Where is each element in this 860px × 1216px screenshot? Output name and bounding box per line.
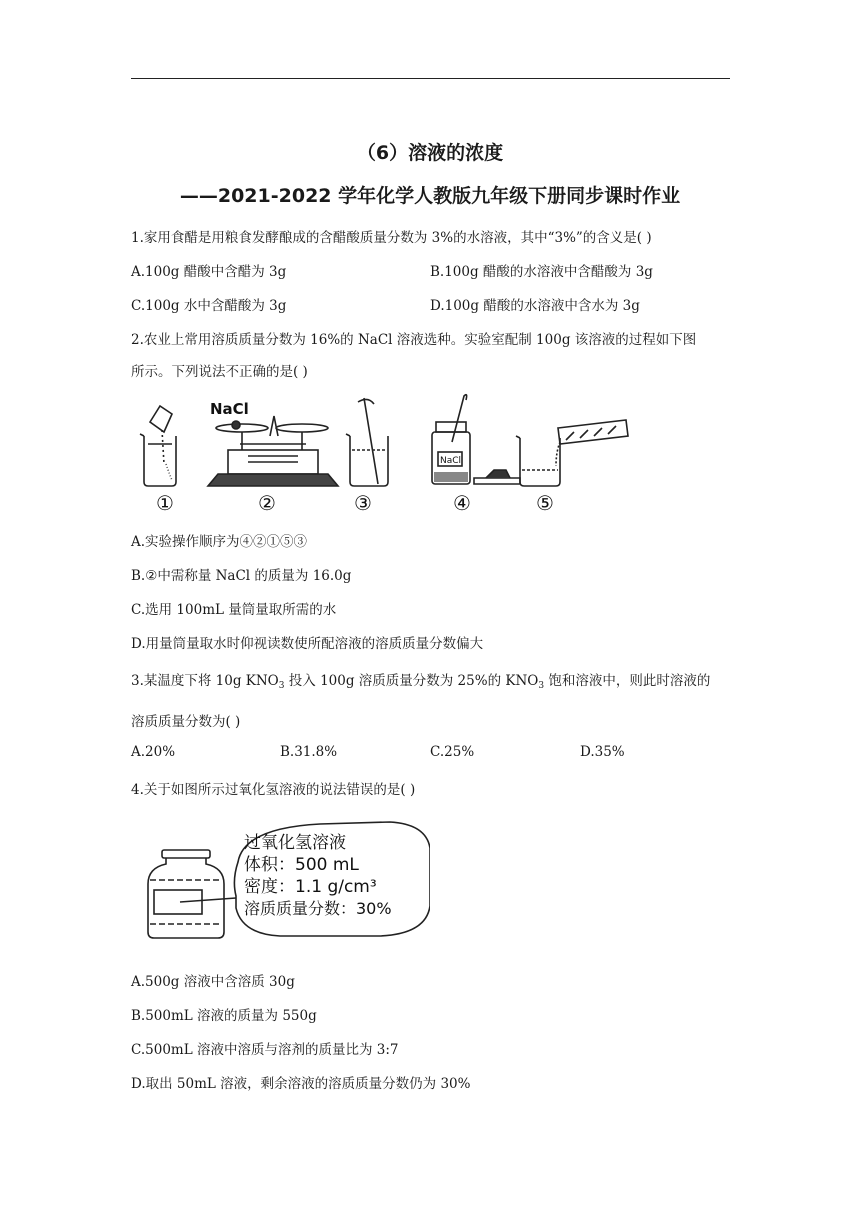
beaker-pouring-solid-icon xyxy=(140,406,176,486)
beaker-stirring-icon xyxy=(346,398,388,486)
header-rule xyxy=(131,78,730,79)
q4-option-b[interactable]: B.500mL 溶液的质量为 550g xyxy=(131,1008,317,1024)
q1-stem: 1.家用食醋是用粮食发酵酿成的含醋酸质量分数为 3%的水溶液，其中“3%”的含义是( ) xyxy=(131,230,652,246)
q2-option-a[interactable]: A.实验操作顺序为④②①⑤③ xyxy=(131,534,308,550)
q4-option-d[interactable]: D.取出 50mL 溶液，剩余溶液的溶质质量分数仍为 30% xyxy=(131,1076,471,1092)
q2-option-c[interactable]: C.选用 100mL 量筒量取所需的水 xyxy=(131,602,337,618)
q2-option-b[interactable]: B.②中需称量 NaCl 的质量为 16.0g xyxy=(131,568,352,584)
step-label-3: ③ xyxy=(354,491,372,515)
q4-option-a[interactable]: A.500g 溶液中含溶质 30g xyxy=(131,974,295,990)
reagent-jar-icon xyxy=(432,395,520,484)
q4-option-c[interactable]: C.500mL 溶液中溶质与溶剂的质量比为 3:7 xyxy=(131,1042,399,1058)
q2-stem-line2: 所示。下列说法不正确的是( ) xyxy=(131,364,308,380)
label-name: 过氧化氢溶液 xyxy=(244,833,346,853)
page-title: （6）溶液的浓度 xyxy=(356,142,504,164)
q1-option-b[interactable]: B.100g 醋酸的水溶液中含醋酸为 3g xyxy=(430,264,653,280)
step-label-1: ① xyxy=(156,491,174,515)
q1-option-c[interactable]: C.100g 水中含醋酸为 3g xyxy=(131,298,287,314)
q3-stem-line2: 溶质质量分数为( ) xyxy=(131,714,241,730)
label-fraction: 溶质质量分数：30% xyxy=(244,899,392,918)
label-density: 密度：1.1 g/cm³ xyxy=(244,877,377,897)
jar-label: NaCl xyxy=(440,456,462,466)
step-label-4: ④ xyxy=(453,491,471,515)
bottle-icon xyxy=(148,850,236,938)
step-label-2: ② xyxy=(258,491,276,515)
q2-stem-line1: 2.农业上常用溶质质量分数为 16%的 NaCl 溶液选种。实验室配制 100g 该溶液的过程如下图 xyxy=(131,332,697,348)
step-label-5: ⑤ xyxy=(536,491,554,515)
cylinder-pouring-icon xyxy=(516,420,628,486)
solution-preparation-figure xyxy=(128,392,648,516)
q3-option-a[interactable]: A.20% xyxy=(131,744,176,760)
label-volume: 体积：500 mL xyxy=(244,855,359,875)
hydrogen-peroxide-bottle-figure xyxy=(140,808,430,942)
q3-option-d[interactable]: D.35% xyxy=(580,744,625,760)
nacl-label: NaCl xyxy=(210,400,249,418)
q1-option-d[interactable]: D.100g 醋酸的水溶液中含水为 3g xyxy=(430,298,640,314)
balance-icon xyxy=(208,416,338,486)
page-subtitle: ——2021-2022 学年化学人教版九年级下册同步课时作业 xyxy=(179,185,681,207)
q3-option-c[interactable]: C.25% xyxy=(430,744,475,760)
q2-option-d[interactable]: D.用量筒量取水时仰视读数使所配溶液的溶质质量分数偏大 xyxy=(131,636,484,652)
q1-option-a[interactable]: A.100g 醋酸中含醋为 3g xyxy=(131,264,287,280)
q3-option-b[interactable]: B.31.8% xyxy=(280,744,338,760)
q3-stem-line1: 3.某温度下将 10g $KNO_3$ 投入 100g 溶质质量分数为 25%的 $KNO_3$ 饱和溶液中，则此时溶液的 xyxy=(131,673,711,691)
q4-stem: 4.关于如图所示过氧化氢溶液的说法错误的是( ) xyxy=(131,782,416,798)
